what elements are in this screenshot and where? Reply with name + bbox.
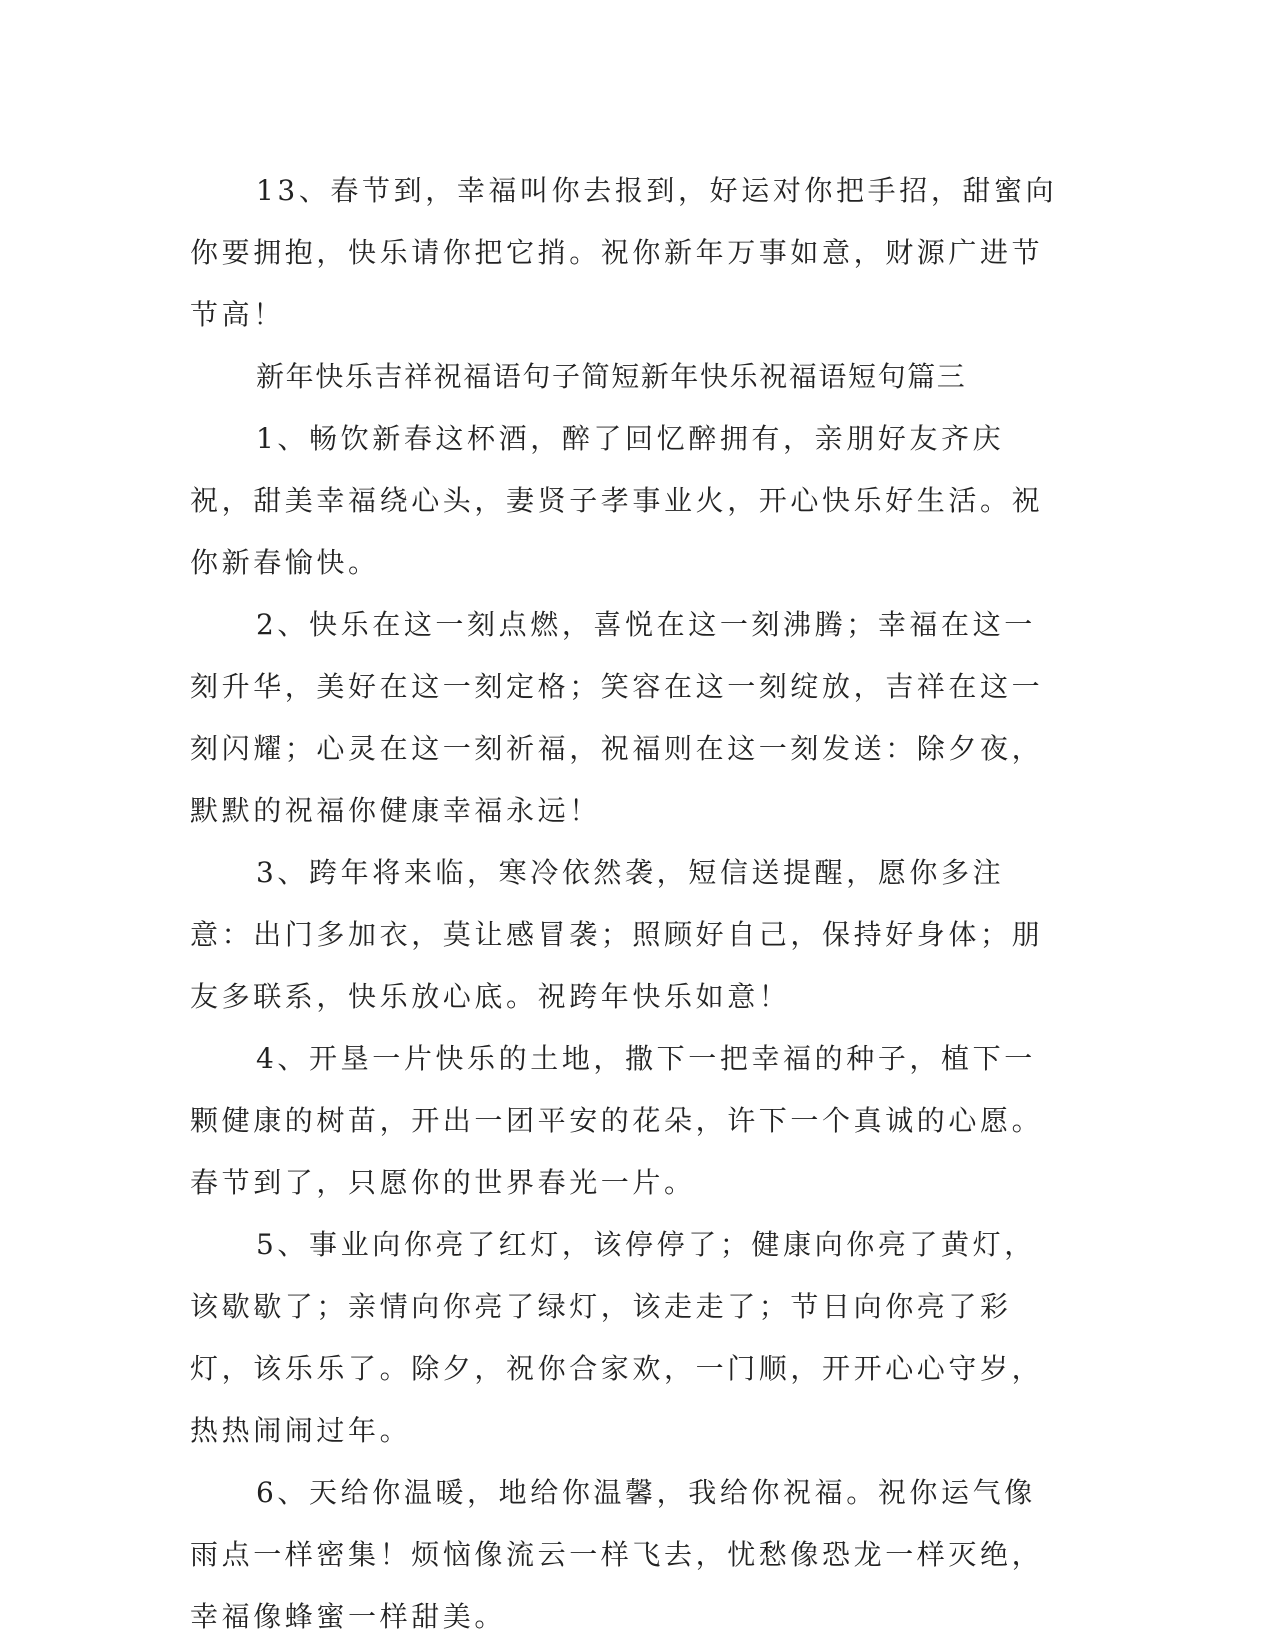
paragraph-wish-13: 13、春节到，幸福叫你去报到，好运对你把手招，甜蜜向你要拥抱，快乐请你把它捎。祝你新年万事如意，财源广进节节高！ xyxy=(190,174,1058,331)
paragraph-wish-2: 2、快乐在这一刻点燃，喜悦在这一刻沸腾；幸福在这一刻升华，美好在这一刻定格；笑容在这一刻绽放，吉祥在这一刻闪耀；心灵在这一刻祈福，祝福则在这一刻发送：除夕夜，默默的祝福你健康幸福永远！ xyxy=(190,608,1044,827)
paragraph-wish-4: 4、开垦一片快乐的土地，撒下一把幸福的种子，植下一颗健康的树苗，开出一团平安的花朵，许下一个真诚的心愿。春节到了，只愿你的世界春光一片。 xyxy=(190,1042,1044,1199)
document-body xyxy=(190,160,1065,1648)
section-heading: 新年快乐吉祥祝福语句子简短新年快乐祝福语短句篇三 xyxy=(256,360,967,393)
paragraph-wish-5: 5、事业向你亮了红灯，该停停了；健康向你亮了黄灯，该歇歇了；亲情向你亮了绿灯，该走走了；节日向你亮了彩灯，该乐乐了。除夕，祝你合家欢，一门顺，开开心心守岁，热热闹闹过年。 xyxy=(190,1228,1044,1447)
paragraph-wish-1: 1、畅饮新春这杯酒，醉了回忆醉拥有，亲朋好友齐庆祝，甜美幸福绕心头，妻贤子孝事业火，开心快乐好生活。祝你新春愉快。 xyxy=(190,422,1044,579)
paragraph-wish-6: 6、天给你温暖，地给你温馨，我给你祝福。祝你运气像雨点一样密集！烦恼像流云一样飞去，忧愁像恐龙一样灭绝，幸福像蜂蜜一样甜美。 xyxy=(190,1476,1044,1633)
paragraph-wish-3: 3、跨年将来临，寒冷依然袭，短信送提醒，愿你多注意：出门多加衣，莫让感冒袭；照顾好自己，保持好身体；朋友多联系，快乐放心底。祝跨年快乐如意！ xyxy=(190,856,1044,1013)
